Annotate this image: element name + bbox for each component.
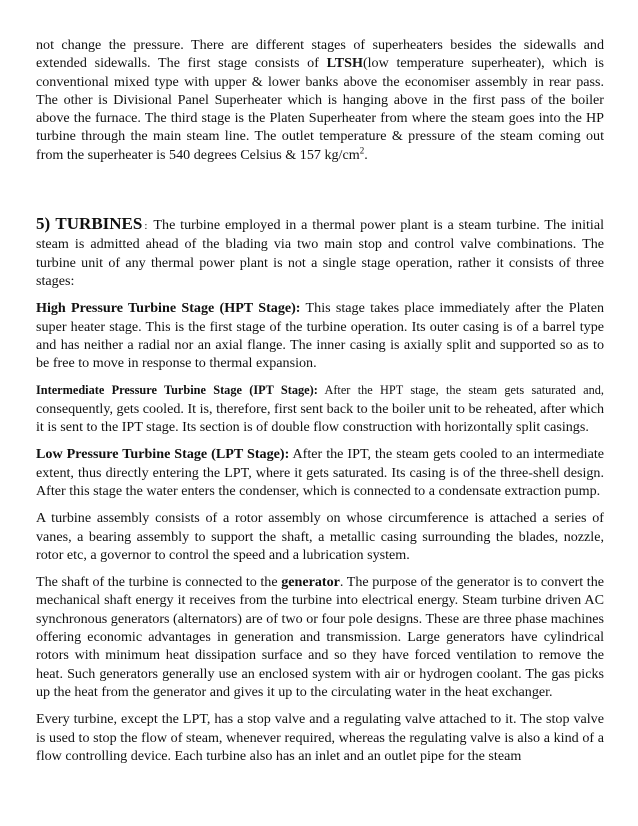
superheater-text-2: (low temperature superheater), which is conventional mixed type with upper & lower banks above the economiser assembly in rear pass. The other is Divisional Panel Superheater which is hanging above in the first pass of the boiler above the furnace. The third stage is the Platen Superheater from where the steam goes into the HP turbine through the main steam line. The outlet temperature & pressure of the steam coming out from the superheater is 540 degrees Celsius & 157 kg/cm bbox=[36, 55, 605, 163]
turbines-paragraph bbox=[36, 215, 604, 290]
hpt-title: High Pressure Turbine Stage (HPT Stage): bbox=[36, 300, 301, 317]
lpt-title: Low Pressure Turbine Stage (LPT Stage): bbox=[36, 446, 290, 463]
generator-text-2: . The purpose of the generator is to convert the mechanical shaft energy it receives from the turbine into electrical energy. Steam turbine driven AC synchronous generators (alternators) are of two or four pole designs. These are three phase machines offering economic advantages in generation and transmission. Large generators have cylindrical rotors with minimum heat dissipation surface and so they have forced ventilation to remove the heat. Such generators generally use an enclosed system with air or hydrogen coolant. The gas picks up the heat from the generator and gives it up to the circulating water in the heat exchanger. bbox=[36, 574, 604, 700]
lpt-paragraph bbox=[36, 445, 604, 500]
superheater-paragraph bbox=[36, 36, 604, 164]
generator-text-1: The shaft of the turbine is connected to the bbox=[36, 574, 282, 591]
document-page bbox=[36, 36, 604, 774]
generator-paragraph bbox=[36, 573, 604, 701]
turbines-colon: : bbox=[144, 220, 148, 233]
turbines-intro: The turbine employed in a thermal power plant is a steam turbine. The initial steam is admitted ahead of the blading via two main stop and control valve combinations. The turbine unit of any thermal power plant is not a single stage operation, rather it consists of three stages: bbox=[36, 217, 605, 289]
ipt-lead: After the HPT stage, the steam gets saturated and, bbox=[317, 383, 604, 398]
assembly-paragraph: A turbine assembly consists of a rotor assembly on whose circumference is attached a series of vanes, a bearing assembly to support the shaft, a metallic casing surrounding the blades, nozzle, rotor etc, a governor to control the speed and a lubrication system. bbox=[36, 510, 604, 563]
lpt-text: After the IPT, the steam gets cooled to an intermediate extent, thus directly entering the LPT, where it gets saturated. Its casing is of the three-shell design. After this stage the water enters the condenser, which is connected to a condensate extraction pump. bbox=[36, 446, 604, 499]
hpt-paragraph bbox=[36, 299, 604, 372]
superscript-2: 2 bbox=[359, 145, 365, 156]
hpt-text: This stage takes place immediately after the Platen super heater stage. This is the first stage of the turbine operation. Its outer casing is of a barrel type and has neither a radial nor an axial flange. The inner casing is axially split and supported so as to be free to move in response to thermal expansion. bbox=[36, 300, 605, 372]
turbines-heading: 5) TURBINES bbox=[36, 214, 143, 234]
superheater-period: . bbox=[364, 146, 368, 163]
ltsh-term: LTSH bbox=[326, 55, 363, 72]
generator-term: generator bbox=[281, 574, 340, 591]
superheater-text-1: not change the pressure. There are different stages of superheaters besides the sidewalls and extended sidewalls. The first stage consists of bbox=[36, 37, 604, 72]
ipt-title: Intermediate Pressure Turbine Stage (IPT Stage): bbox=[36, 383, 318, 398]
valves-paragraph: Every turbine, except the LPT, has a stop valve and a regulating valve attached to it. The stop valve is used to stop the flow of steam, whenever required, whereas the regulating valve is also a kind of a flow controlling device. Each turbine also has an inlet and an outlet pipe for the steam bbox=[36, 711, 604, 764]
section-gap bbox=[36, 173, 604, 215]
ipt-paragraph bbox=[36, 381, 604, 436]
ipt-text: consequently, gets cooled. It is, therefore, first sent back to the boiler unit to be reheated, after which it is sent to the IPT stage. Its section is of double flow construction with horizontally split casings. bbox=[36, 400, 604, 436]
